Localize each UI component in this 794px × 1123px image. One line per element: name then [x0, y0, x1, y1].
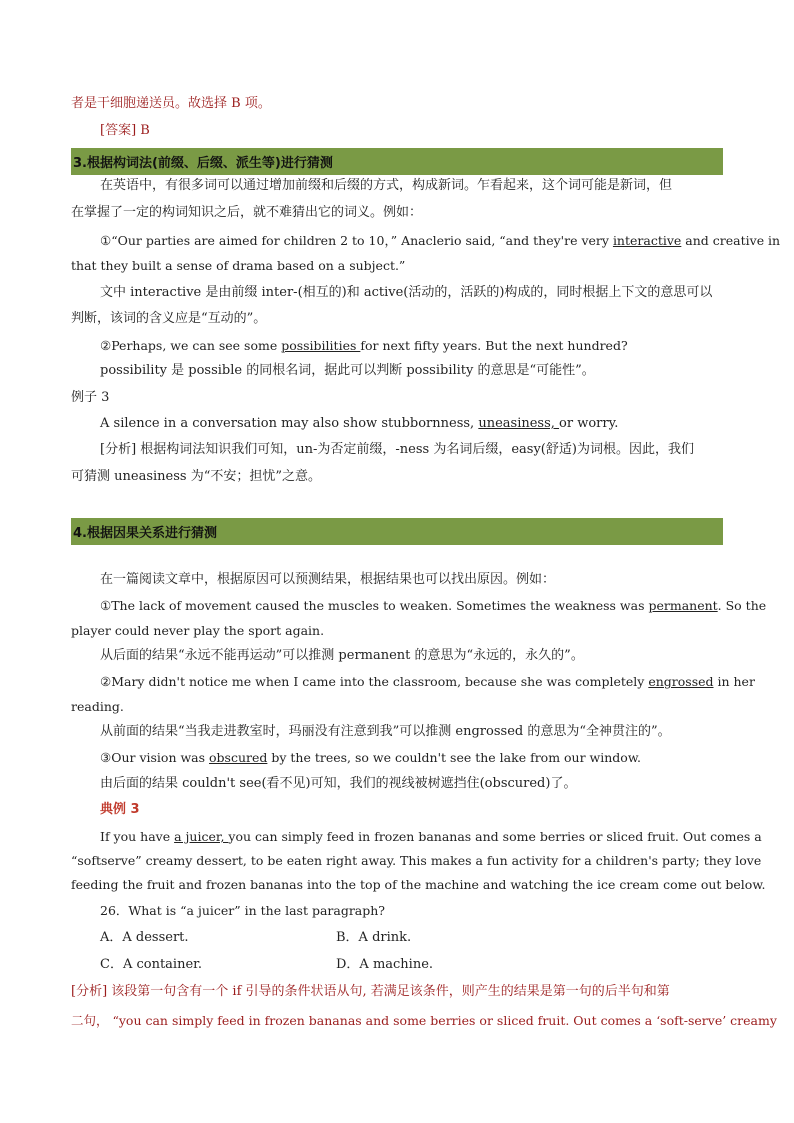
example-line: reading.	[71, 699, 124, 714]
paragraph-line: 在一篇阅读文章中，根据原因可以预测结果，根据结果也可以找出原因。例如：	[100, 572, 556, 587]
example-line	[100, 672, 755, 692]
explanation-line: 文中 interactive 是由前缀 inter-(相互的)和 active(活动的，活跃的)构成的，同时根据上下文的意思可以	[100, 285, 713, 300]
example-text: A silence in a conversation may also show stubbornness,	[100, 416, 479, 431]
example-line: player could never play the sport again.	[71, 623, 325, 638]
underlined-word: interactive	[612, 233, 682, 248]
analysis-line: 可猜测 uneasiness 为“不安；担忧”之意。	[71, 469, 321, 484]
section-4-header	[71, 518, 723, 545]
example-text: ③Our vision was	[100, 750, 210, 765]
example-line	[100, 231, 781, 251]
option-a: A．A dessert.	[100, 930, 189, 945]
example-line	[100, 596, 767, 616]
question-text: 26．What is “a juicer” in the last paragraph?	[100, 903, 386, 918]
example-text: ②Mary didn't notice me when I came into the classroom, because she was completely	[100, 674, 649, 689]
section-4-title: 4.根据因果关系进行猜测	[73, 526, 217, 541]
underlined-word: a juicer,	[174, 829, 229, 844]
underlined-word: permanent	[648, 598, 718, 613]
example-label: 例子 3	[71, 390, 110, 405]
option-d: D．A machine.	[336, 957, 434, 972]
passage-line: “softserve” creamy dessert, to be eaten right away. This makes a fun activity for a children's party; they love	[71, 853, 762, 868]
example-text: by the trees, so we couldn't see the lake from our window.	[267, 750, 642, 765]
example-line: that they built a sense of drama based on a subject.”	[71, 258, 406, 273]
typical-example-heading: 典例 3	[100, 802, 140, 817]
underlined-word: possibilities	[281, 338, 361, 353]
passage-text: If you have	[100, 829, 175, 844]
answer-line: [答案] B	[100, 123, 150, 138]
section-3-header	[71, 148, 723, 175]
explanation-line: 由后面的结果 couldn't see(看不见)可知，我们的视线被树遮挡住(obscured)了。	[100, 776, 577, 791]
example-text: ①The lack of movement caused the muscles to weaken. Sometimes the weakness was	[100, 598, 649, 613]
passage-line: feeding the fruit and frozen bananas into the top of the machine and watching the ice cream come out below.	[71, 877, 766, 892]
example-text: in her	[713, 674, 755, 689]
example-line	[100, 414, 723, 434]
underlined-word: engrossed	[648, 674, 714, 689]
explanation-line: possibility 是 possible 的同根名词，据此可以判断 possibility 的意思是“可能性”。	[100, 363, 595, 378]
passage-line	[100, 827, 762, 847]
example-text: or worry.	[559, 416, 619, 431]
example-line	[100, 748, 723, 768]
example-text: ①“Our parties are aimed for children 2 to 10，” Anaclerio said, “and they're very	[100, 233, 613, 248]
underlined-word: obscured	[209, 750, 268, 765]
explanation-line: 判断，该词的含义应是“互动的”。	[71, 311, 267, 326]
explanation-line: 从后面的结果“永远不能再运动”可以推测 permanent 的意思为“永远的，永久的”。	[100, 648, 584, 663]
paragraph-line: 在英语中，有很多词可以通过增加前缀和后缀的方式，构成新词。乍看起来，这个词可能是新词，但	[100, 178, 673, 193]
passage-text: you can simply feed in frozen bananas and some berries or sliced fruit. Out comes a	[228, 829, 762, 844]
option-b: B．A drink.	[336, 930, 412, 945]
analysis-line: 二句， “you can simply feed in frozen bananas and some berries or sliced fruit. Out comes a ‘soft-serve’ creamy	[71, 1013, 777, 1028]
example-text: and creative in	[681, 233, 781, 248]
option-c: C．A container.	[100, 957, 203, 972]
explanation-line: 从前面的结果“当我走进教室时，玛丽没有注意到我”可以推测 engrossed 的意思为“全神贯注的”。	[100, 724, 671, 739]
example-text: for next fifty years. But the next hundred?	[360, 338, 628, 353]
underlined-word: uneasiness,	[478, 416, 560, 431]
analysis-line: [分析] 根据构词法知识我们可知，un-为否定前缀，-ness 为名词后缀，easy(舒适)为词根。因此，我们	[100, 442, 694, 457]
example-text: ②Perhaps, we can see some	[100, 338, 282, 353]
text-line: 者是干细胞递送员。故选择 B 项。	[71, 96, 271, 111]
paragraph-line: 在掌握了一定的构词知识之后，就不难猜出它的词义。例如：	[71, 205, 423, 220]
example-line	[100, 336, 723, 356]
analysis-line: [分析] 该段第一句含有一个 if 引导的条件状语从句, 若满足该条件，则产生的结果是第一句的后半句和第	[71, 984, 670, 999]
section-3-title: 3.根据构词法(前缀、后缀、派生等)进行猜测	[73, 156, 333, 171]
example-text: . So the	[717, 598, 767, 613]
